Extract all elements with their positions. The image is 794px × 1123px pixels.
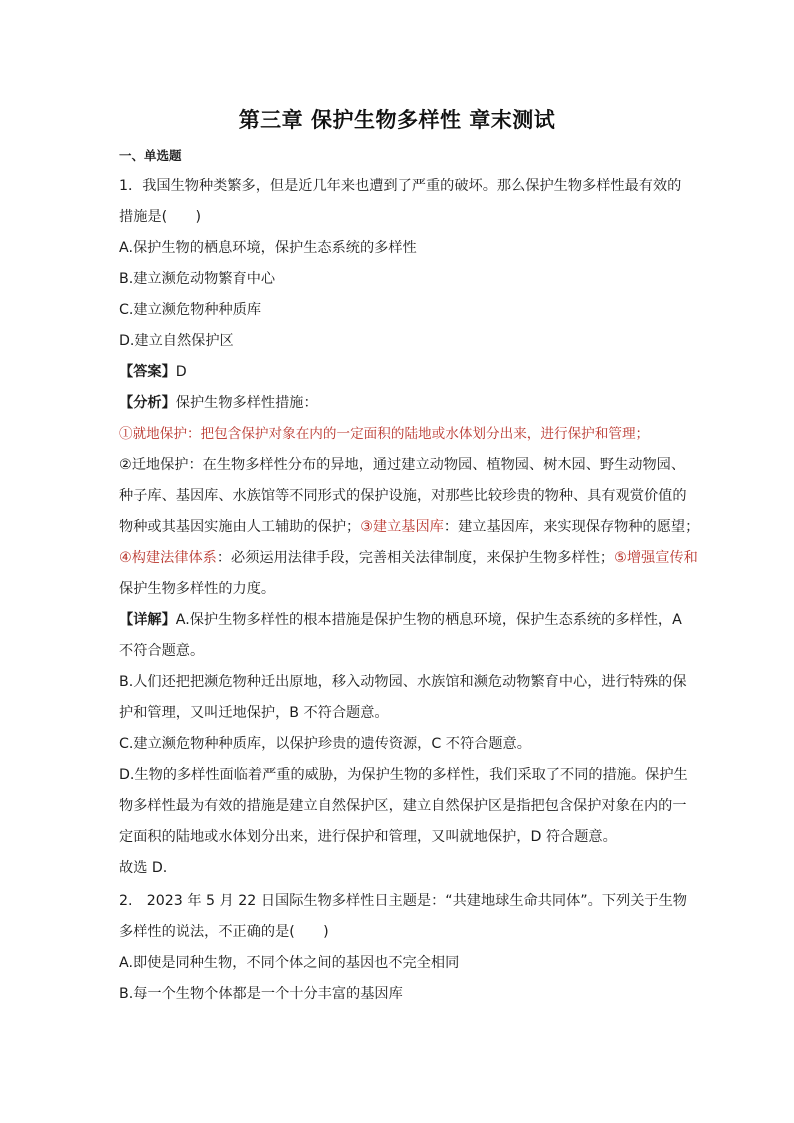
q1-analysis-intro [119,393,689,413]
q1-detail-b-line-1: B.人们还把把濒危物种迁出原地，移入动物园、水族馆和濒危动物繁育中心，进行特殊的保 [119,674,687,690]
analysis-item-2-line-1: ②迁地保护：在生物多样性分布的异地，通过建立动物园、植物园、树木园、野生动物园、 [119,457,686,473]
analysis-item-2-tail: 物种或其基因实施由人工辅助的保护； [119,519,361,535]
analysis-item-3-text: ：建立基因库，来实现保存物种的愿望； [443,519,700,535]
analysis-item-3-label: ③建立基因库 [360,519,444,535]
q1-answer [119,362,689,382]
q1-option-d: D.建立自然保护区 [119,333,234,349]
analysis-item-2-line-2: 种子库、基因库、水族馆等不同形式的保护设施，对那些比较珍贵的物种、具有观赏价值的 [119,488,687,504]
q2-option-a: A.即使是同种生物，不同个体之间的基因也不完全相同 [119,955,460,971]
q1-detail-d-line-2: 物多样性最为有效的措施是建立自然保护区，建立自然保护区是指把包含保护对象在内的一 [119,798,687,814]
analysis-item-2-line-3 [119,517,700,537]
analysis-item-4-label: ④构建法律体系 [119,550,217,566]
analysis-tag: 【分析】 [119,395,176,411]
q2-option-b: B.每一个生物个体都是一个十分丰富的基因库 [119,986,403,1002]
q1-stem-line-2: 措施是( ) [119,209,202,225]
q2-stem-line-2: 多样性的说法，不正确的是( ) [119,924,329,940]
answer-value: D [175,364,187,380]
detail-a-text: A.保护生物多样性的根本措施是保护生物的栖息环境，保护生态系统的多样性，A [175,612,682,628]
q1-detail-d-line-1: D.生物的多样性面临着严重的威胁，为保护生物的多样性，我们采取了不同的措施。保护生 [119,767,688,783]
q1-detail-c: C.建立濒危物种种质库，以保护珍贵的遗传资源，C 不符合题意。 [119,736,531,752]
section-heading: 一、单选题 [119,148,182,163]
q1-option-a: A.保护生物的栖息环境，保护生态系统的多样性 [119,240,417,256]
analysis-item-1: ①就地保护：把包含保护对象在内的一定面积的陆地或水体划分出来，进行保护和管理； [119,426,650,442]
q1-detail-d-line-3: 定面积的陆地或水体划分出来，进行保护和管理，又叫就地保护，D 符合题意。 [119,829,617,845]
q2-stem-line-1: 2. 2023 年 5 月 22 日国际生物多样性日主题是：“共建地球生命共同体”。下列关于生物 [119,893,687,909]
q1-option-b: B.建立濒危动物繁育中心 [119,271,276,287]
analysis-item-4 [119,548,698,568]
answer-tag: 【答案】 [119,364,176,380]
document-title: 第三章 保护生物多样性 章末测试 [238,108,556,132]
q1-detail-a-line-2: 不符合题意。 [119,643,205,659]
analysis-item-4-text: ：必须运用法律手段，完善相关法律制度，来保护生物多样性； [216,550,615,566]
analysis-item-5-line-2: 保护生物多样性的力度。 [119,581,276,597]
q1-detail-a-line-1 [119,610,689,630]
q1-stem-line-1: 1．我国生物种类繁多，但是近几年来也遭到了严重的破坏。那么保护生物多样性最有效的 [119,178,682,194]
q1-detail-b-line-2: 护和管理，又叫迁地保护，B 不符合题意。 [119,705,389,721]
analysis-intro-text: 保护生物多样性措施： [175,395,318,411]
q1-option-c: C.建立濒危物种种质库 [119,302,262,318]
analysis-item-5-label: ⑤增强宣传和 [614,550,698,566]
detail-tag: 【详解】 [119,612,176,628]
q1-conclusion: 故选 D. [119,860,168,876]
